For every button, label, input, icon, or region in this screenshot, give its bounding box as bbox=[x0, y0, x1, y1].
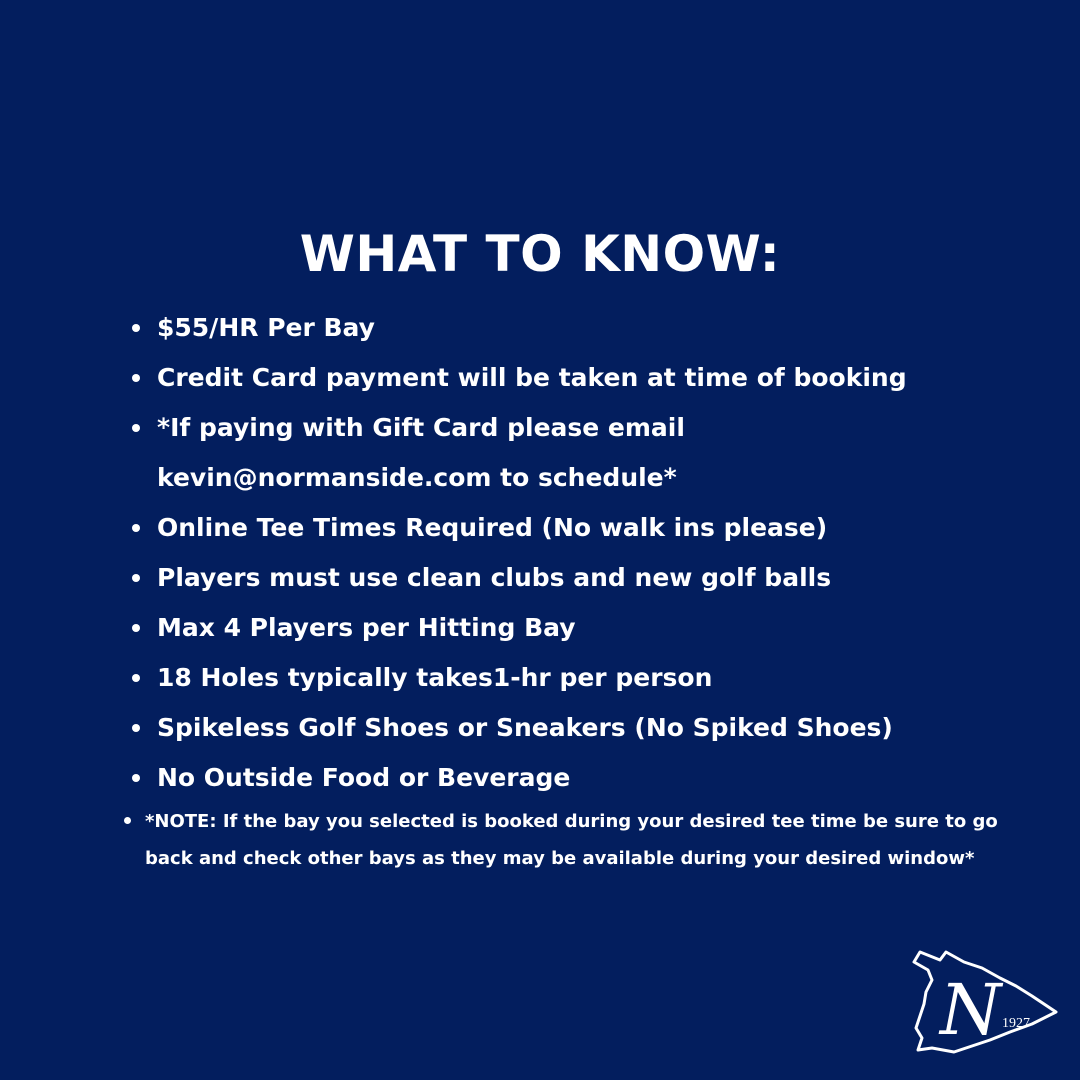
rule-text: No Outside Food or Beverage bbox=[157, 763, 571, 792]
logo-letter: N bbox=[940, 969, 1002, 1051]
rule-text: Spikeless Golf Shoes or Sneakers (No Spiked Shoes) bbox=[157, 713, 893, 742]
poster-title: WHAT TO KNOW: bbox=[299, 225, 781, 283]
bullet-icon bbox=[132, 374, 140, 382]
bullet-icon bbox=[132, 624, 140, 632]
note-line-1: *NOTE: If the bay you selected is booked during your desired tee time be sure to go bbox=[145, 811, 998, 832]
bullet-icon bbox=[132, 724, 140, 732]
bullet-icon bbox=[132, 674, 140, 682]
bullet-icon bbox=[132, 424, 140, 432]
rule-item-price bbox=[120, 303, 1000, 353]
rule-text: Max 4 Players per Hitting Bay bbox=[157, 613, 576, 642]
rule-item-food bbox=[120, 753, 1000, 803]
rule-item-equipment bbox=[120, 553, 1000, 603]
bullet-icon bbox=[132, 774, 140, 782]
rule-item-note bbox=[120, 803, 1000, 877]
logo-year: 1927 bbox=[1002, 1016, 1030, 1031]
rule-item-tee-times bbox=[120, 503, 1000, 553]
rule-text: *If paying with Gift Card please email kevin@normanside.com to schedule* bbox=[157, 413, 685, 492]
bullet-icon bbox=[132, 574, 140, 582]
rule-item-gift-card bbox=[120, 403, 1000, 503]
bullet-icon bbox=[132, 324, 140, 332]
bullet-icon bbox=[132, 524, 140, 532]
bullet-icon bbox=[124, 817, 131, 824]
rule-item-duration bbox=[120, 653, 1000, 703]
rule-text: $55/HR Per Bay bbox=[157, 313, 375, 342]
rule-text: Credit Card payment will be taken at time of booking bbox=[157, 363, 907, 392]
arrowhead-logo-icon bbox=[910, 948, 1060, 1056]
rule-item-payment bbox=[120, 353, 1000, 403]
rule-text: Online Tee Times Required (No walk ins please) bbox=[157, 513, 828, 542]
rule-item-shoes bbox=[120, 703, 1000, 753]
note-line-2: back and check other bays as they may be available during your desired window* bbox=[145, 848, 975, 869]
rule-text: Players must use clean clubs and new golf balls bbox=[157, 563, 832, 592]
rule-text: 18 Holes typically takes1-hr per person bbox=[157, 663, 713, 692]
rule-item-max-players bbox=[120, 603, 1000, 653]
rules-list bbox=[120, 303, 1000, 877]
